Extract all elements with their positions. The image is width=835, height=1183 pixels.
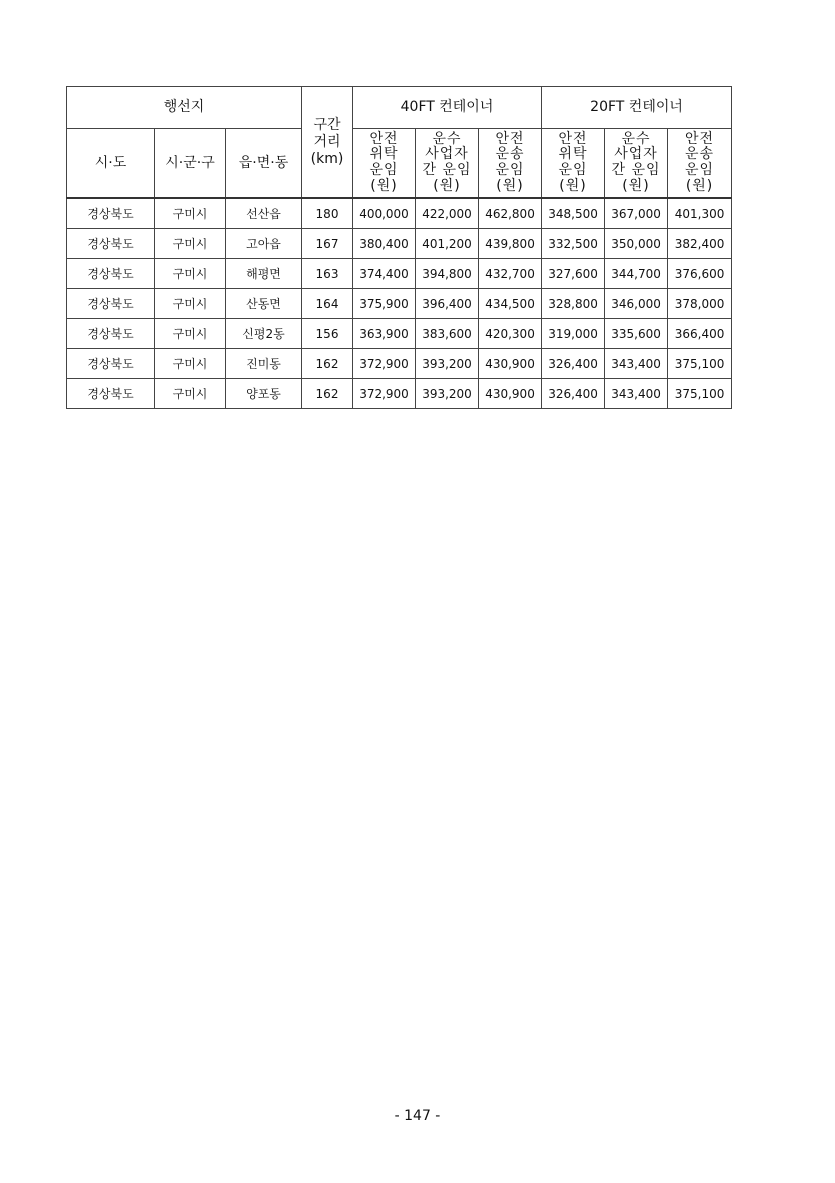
table-cell: 380,400 (353, 229, 416, 259)
40ft-carrier-rate-header: 운수 사업자 간 운임 (원) (416, 129, 479, 199)
table-cell: 382,400 (668, 229, 732, 259)
table-cell: 경상북도 (67, 319, 155, 349)
table-cell: 구미시 (155, 198, 226, 229)
table-cell: 346,000 (605, 289, 668, 319)
table-cell: 393,200 (416, 379, 479, 409)
table-cell: 366,400 (668, 319, 732, 349)
table-cell: 400,000 (353, 198, 416, 229)
table-cell: 326,400 (542, 379, 605, 409)
table-row (67, 289, 732, 319)
40ft-safety-consignment-header: 안전 위탁 운임 (원) (353, 129, 416, 199)
destination-header: 행선지 (67, 87, 302, 129)
table-cell: 363,900 (353, 319, 416, 349)
table-cell: 신평2동 (226, 319, 302, 349)
table-cell: 167 (302, 229, 353, 259)
table-cell: 335,600 (605, 319, 668, 349)
table-cell: 394,800 (416, 259, 479, 289)
table-cell: 구미시 (155, 289, 226, 319)
table-cell: 328,800 (542, 289, 605, 319)
20ft-safety-transport-header: 안전 운송 운임 (원) (668, 129, 732, 199)
table-cell: 진미동 (226, 349, 302, 379)
table-cell: 구미시 (155, 349, 226, 379)
table-cell: 348,500 (542, 198, 605, 229)
table-cell: 경상북도 (67, 379, 155, 409)
table-cell: 162 (302, 379, 353, 409)
table-cell: 180 (302, 198, 353, 229)
table-cell: 163 (302, 259, 353, 289)
table-cell: 372,900 (353, 349, 416, 379)
table-cell: 319,000 (542, 319, 605, 349)
table-cell: 경상북도 (67, 229, 155, 259)
rate-table (66, 86, 732, 409)
table-cell: 422,000 (416, 198, 479, 229)
20ft-carrier-rate-header: 운수 사업자 간 운임 (원) (605, 129, 668, 199)
table-cell: 경상북도 (67, 289, 155, 319)
table-cell: 420,300 (479, 319, 542, 349)
table-cell: 350,000 (605, 229, 668, 259)
table-cell: 327,600 (542, 259, 605, 289)
table-cell: 양포동 (226, 379, 302, 409)
group-40ft-header: 40FT 컨테이너 (353, 87, 542, 129)
40ft-safety-transport-header: 안전 운송 운임 (원) (479, 129, 542, 199)
table-cell: 343,400 (605, 379, 668, 409)
eupmyeondong-header: 읍·면·동 (226, 129, 302, 199)
table-cell: 430,900 (479, 349, 542, 379)
group-20ft-header: 20FT 컨테이너 (542, 87, 732, 129)
table-cell: 구미시 (155, 229, 226, 259)
table-cell: 383,600 (416, 319, 479, 349)
sido-header: 시·도 (67, 129, 155, 199)
table-body (67, 198, 732, 409)
table-row (67, 198, 732, 229)
table-cell: 376,600 (668, 259, 732, 289)
table-cell: 374,400 (353, 259, 416, 289)
page-number: - 147 - (394, 1108, 441, 1124)
20ft-safety-consignment-header: 안전 위탁 운임 (원) (542, 129, 605, 199)
table-cell: 고아읍 (226, 229, 302, 259)
table-cell: 462,800 (479, 198, 542, 229)
table-cell: 164 (302, 289, 353, 319)
table-cell: 432,700 (479, 259, 542, 289)
table-cell: 경상북도 (67, 259, 155, 289)
distance-header: 구간 거리 (km) (302, 87, 353, 199)
table-cell: 구미시 (155, 259, 226, 289)
table-cell: 401,300 (668, 198, 732, 229)
table-cell: 산동면 (226, 289, 302, 319)
table-cell: 378,000 (668, 289, 732, 319)
table-cell: 434,500 (479, 289, 542, 319)
sigungu-header: 시·군·구 (155, 129, 226, 199)
table-cell: 430,900 (479, 379, 542, 409)
table-cell: 해평면 (226, 259, 302, 289)
table-cell: 선산읍 (226, 198, 302, 229)
table-cell: 396,400 (416, 289, 479, 319)
table-cell: 393,200 (416, 349, 479, 379)
table-row (67, 349, 732, 379)
table-cell: 372,900 (353, 379, 416, 409)
table-cell: 344,700 (605, 259, 668, 289)
table-cell: 343,400 (605, 349, 668, 379)
table-cell: 401,200 (416, 229, 479, 259)
table-cell: 326,400 (542, 349, 605, 379)
table-cell: 332,500 (542, 229, 605, 259)
table-row (67, 379, 732, 409)
table-cell: 375,900 (353, 289, 416, 319)
table-cell: 375,100 (668, 379, 732, 409)
table-cell: 경상북도 (67, 349, 155, 379)
table-cell: 구미시 (155, 379, 226, 409)
table-cell: 구미시 (155, 319, 226, 349)
table-cell: 367,000 (605, 198, 668, 229)
table-row (67, 229, 732, 259)
table-row (67, 259, 732, 289)
table-cell: 162 (302, 349, 353, 379)
table-row (67, 319, 732, 349)
table-cell: 439,800 (479, 229, 542, 259)
table-cell: 156 (302, 319, 353, 349)
table-cell: 경상북도 (67, 198, 155, 229)
table-cell: 375,100 (668, 349, 732, 379)
